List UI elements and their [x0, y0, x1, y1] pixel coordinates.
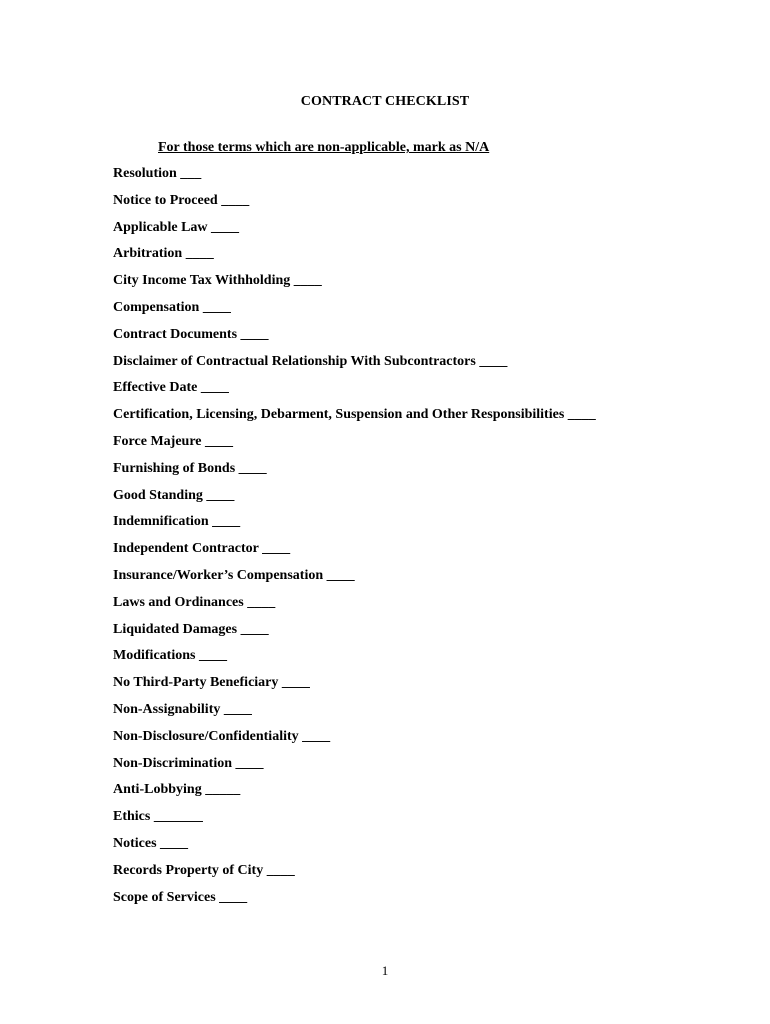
checklist — [113, 165, 596, 915]
page-title: CONTRACT CHECKLIST — [300, 94, 470, 109]
checklist-item-liquidated-damages: Liquidated Damages ____ — [113, 621, 269, 637]
checklist-item-compensation: Compensation ____ — [113, 299, 231, 315]
checklist-item-arbitration: Arbitration ____ — [113, 246, 214, 262]
checklist-item-indemnification: Indemnification ____ — [113, 514, 241, 530]
checklist-item-scope-of-services: Scope of Services ____ — [113, 889, 248, 905]
checklist-item-disclaimer-subcontractors: Disclaimer of Contractual Relationship With Subcontractors ____ — [113, 353, 508, 369]
checklist-item-effective-date: Effective Date ____ — [113, 380, 229, 396]
instruction-text: For those terms which are non-applicable, mark as N/A — [158, 140, 490, 155]
page-number: 1 — [381, 963, 389, 978]
checklist-item-notice-to-proceed: Notice to Proceed ____ — [113, 192, 250, 208]
checklist-item-records-property-of-city: Records Property of City ____ — [113, 862, 295, 878]
checklist-item-furnishing-of-bonds: Furnishing of Bonds ____ — [113, 460, 267, 476]
checklist-item-laws-and-ordinances: Laws and Ordinances ____ — [113, 594, 276, 610]
checklist-item-good-standing: Good Standing ____ — [113, 487, 235, 503]
checklist-item-notices: Notices ____ — [113, 835, 189, 851]
checklist-item-no-third-party-beneficiary: No Third-Party Beneficiary ____ — [113, 675, 310, 691]
checklist-item-resolution: Resolution ___ — [113, 166, 202, 181]
checklist-item-anti-lobbying: Anti-Lobbying _____ — [113, 782, 241, 798]
checklist-item-non-discrimination: Non-Discrimination ____ — [113, 755, 264, 771]
checklist-item-city-income-tax-withholding: City Income Tax Withholding ____ — [113, 273, 322, 289]
checklist-item-applicable-law: Applicable Law ____ — [113, 219, 240, 235]
checklist-item-non-assignability: Non-Assignability ____ — [113, 701, 252, 717]
checklist-item-insurance-workers-compensation: Insurance/Worker’s Compensation ____ — [113, 567, 355, 583]
checklist-item-non-disclosure-confidentiality: Non-Disclosure/Confidentiality ____ — [113, 728, 331, 744]
checklist-item-contract-documents: Contract Documents ____ — [113, 326, 269, 342]
checklist-item-modifications: Modifications ____ — [113, 648, 227, 664]
checklist-item-independent-contractor: Independent Contractor ____ — [113, 541, 291, 557]
checklist-item-force-majeure: Force Majeure ____ — [113, 433, 233, 449]
checklist-item-ethics: Ethics _______ — [113, 809, 203, 825]
checklist-item-certification-licensing: Certification, Licensing, Debarment, Suspension and Other Responsibilities ____ — [113, 407, 596, 423]
